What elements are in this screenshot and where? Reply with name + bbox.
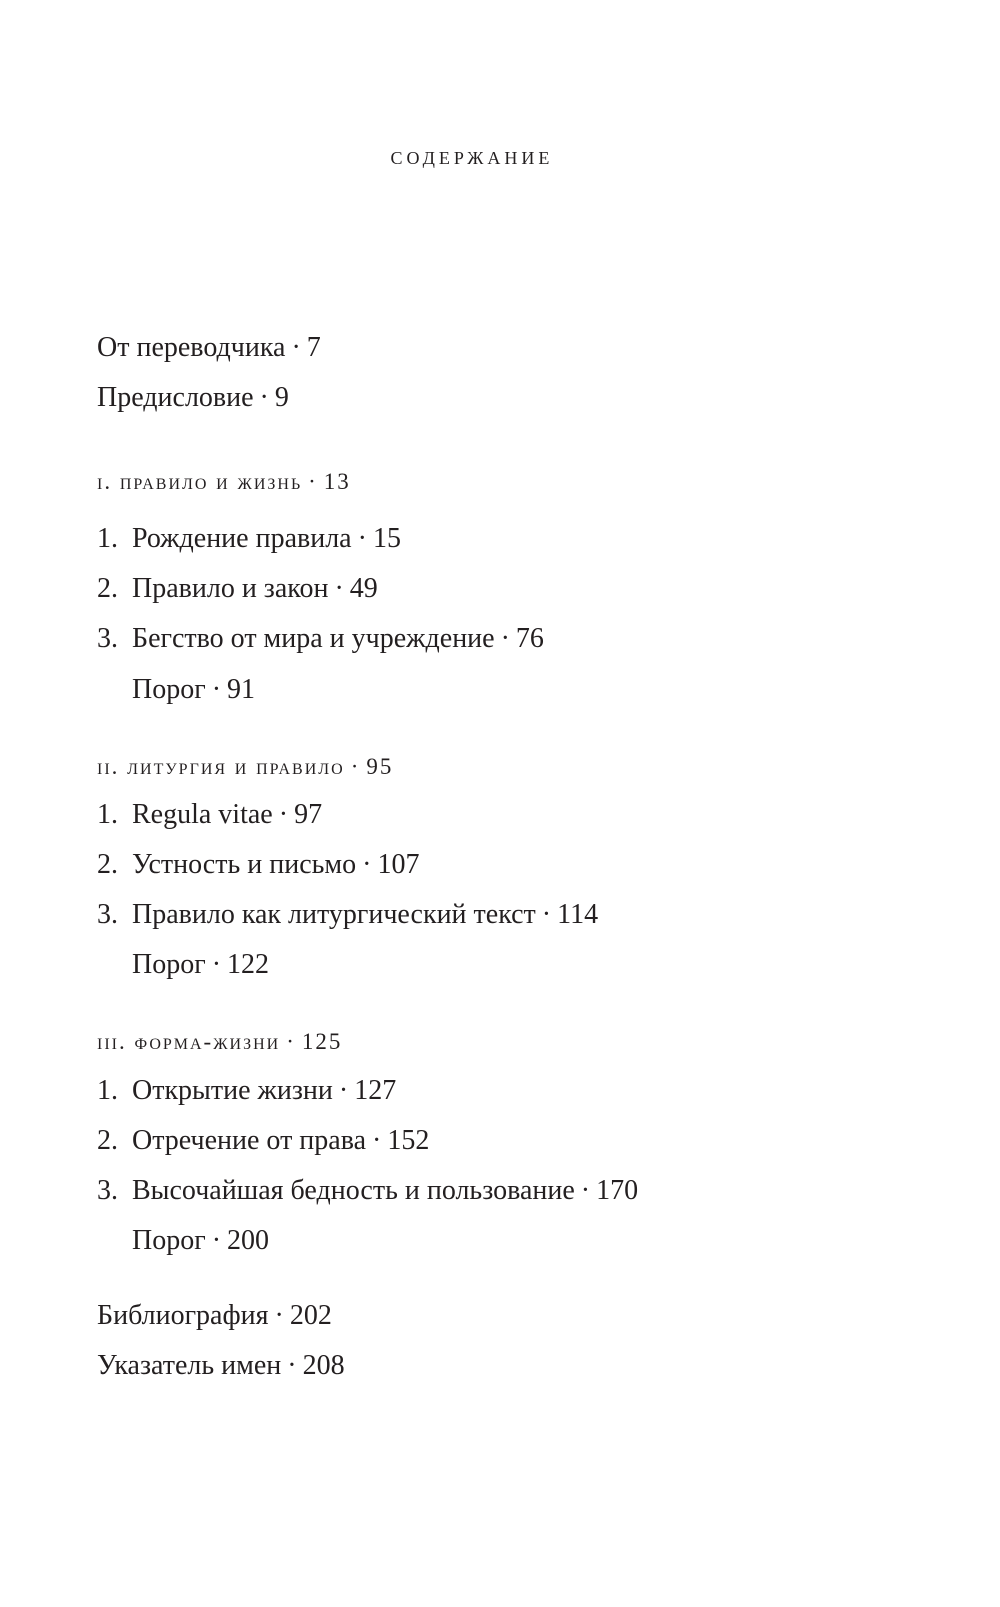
toc-chapter[interactable] xyxy=(97,1177,638,1205)
toc-threshold[interactable] xyxy=(132,1227,269,1255)
toc-chapter[interactable] xyxy=(97,1077,396,1105)
dot-separator: · xyxy=(211,674,222,705)
part-page: 95 xyxy=(366,754,394,779)
entry-label: Порог xyxy=(132,1225,206,1256)
entry-label: Правило и закон xyxy=(132,573,329,604)
entry-page: 152 xyxy=(387,1125,430,1156)
dot-separator: · xyxy=(372,1125,382,1156)
entry-label: Предисловие xyxy=(97,382,254,413)
chapter-number: 2. xyxy=(97,1125,118,1156)
entry-page: 127 xyxy=(354,1075,397,1106)
entry-page: 114 xyxy=(557,899,599,930)
dot-separator: · xyxy=(580,1175,591,1206)
dot-separator: · xyxy=(211,949,222,980)
dot-separator: · xyxy=(541,899,552,930)
dot-separator: · xyxy=(500,623,510,654)
dot-separator: · xyxy=(338,1075,349,1106)
toc-entry-translator[interactable] xyxy=(97,334,321,362)
entry-page: 76 xyxy=(515,623,544,654)
toc-chapter[interactable] xyxy=(97,901,598,929)
chapter-number: 3. xyxy=(97,623,118,654)
entry-page: 107 xyxy=(377,849,420,880)
toc-part-2[interactable] xyxy=(97,755,393,778)
toc-threshold[interactable] xyxy=(132,951,269,979)
part-heading: ii. литургия и правило xyxy=(97,754,345,779)
entry-page: 7 xyxy=(306,332,321,363)
page-title: содержание xyxy=(390,141,554,170)
chapter-number: 1. xyxy=(97,523,118,554)
part-heading: i. правило и жизнь xyxy=(97,469,303,494)
part-heading: iii. форма-жизни xyxy=(97,1029,281,1054)
entry-page: 15 xyxy=(372,523,401,554)
dot-separator: · xyxy=(350,754,361,779)
dot-separator: · xyxy=(211,1225,222,1256)
dot-separator: · xyxy=(274,1300,284,1331)
toc-chapter[interactable] xyxy=(97,851,419,879)
entry-label: От переводчика xyxy=(97,332,286,363)
chapter-number: 3. xyxy=(97,1175,118,1206)
dot-separator: · xyxy=(286,1029,296,1054)
toc-chapter[interactable] xyxy=(97,525,401,553)
toc-entry-bibliography[interactable] xyxy=(97,1302,332,1330)
chapter-number: 3. xyxy=(97,899,118,930)
entry-label: Указатель имен xyxy=(97,1350,282,1381)
toc-chapter[interactable] xyxy=(97,625,544,653)
toc-chapter[interactable] xyxy=(97,801,322,829)
entry-label: Regula vitae xyxy=(132,799,273,830)
part-page: 125 xyxy=(301,1029,343,1054)
toc-chapter[interactable] xyxy=(97,575,378,603)
entry-label: Порог xyxy=(132,949,206,980)
entry-label: Высочайшая бедность и пользование xyxy=(132,1175,575,1206)
chapter-number: 2. xyxy=(97,573,118,604)
toc-part-3[interactable] xyxy=(97,1030,342,1053)
entry-page: 9 xyxy=(274,382,289,413)
entry-label: Открытие жизни xyxy=(132,1075,333,1106)
toc-part-1[interactable] xyxy=(97,470,351,493)
chapter-number: 1. xyxy=(97,1075,118,1106)
dot-separator: · xyxy=(357,523,367,554)
dot-separator: · xyxy=(308,469,318,494)
toc-chapter[interactable] xyxy=(97,1127,429,1155)
entry-label: Порог xyxy=(132,674,206,705)
entry-page: 208 xyxy=(302,1350,345,1381)
entry-page: 170 xyxy=(596,1175,639,1206)
entry-page: 91 xyxy=(227,674,256,705)
entry-page: 122 xyxy=(227,949,270,980)
dot-separator: · xyxy=(278,799,289,830)
dot-separator: · xyxy=(362,849,372,880)
entry-label: Библиография xyxy=(97,1300,269,1331)
entry-label: Отречение от права xyxy=(132,1125,366,1156)
entry-label: Устность и письмо xyxy=(132,849,357,880)
chapter-number: 2. xyxy=(97,849,118,880)
entry-page: 200 xyxy=(227,1225,270,1256)
dot-separator: · xyxy=(291,332,301,363)
chapter-number: 1. xyxy=(97,799,118,830)
entry-label: Правило как литургический текст xyxy=(132,899,536,930)
toc-entry-preface[interactable] xyxy=(97,384,289,412)
part-page: 13 xyxy=(323,469,351,494)
dot-separator: · xyxy=(287,1350,297,1381)
toc-entry-name-index[interactable] xyxy=(97,1352,345,1380)
entry-label: Бегство от мира и учреждение xyxy=(132,623,495,654)
dot-separator: · xyxy=(334,573,344,604)
entry-page: 202 xyxy=(289,1300,332,1331)
dot-separator: · xyxy=(259,382,269,413)
entry-page: 97 xyxy=(294,799,323,830)
toc-threshold[interactable] xyxy=(132,676,255,704)
entry-page: 49 xyxy=(349,573,378,604)
entry-label: Рождение правила xyxy=(132,523,352,554)
